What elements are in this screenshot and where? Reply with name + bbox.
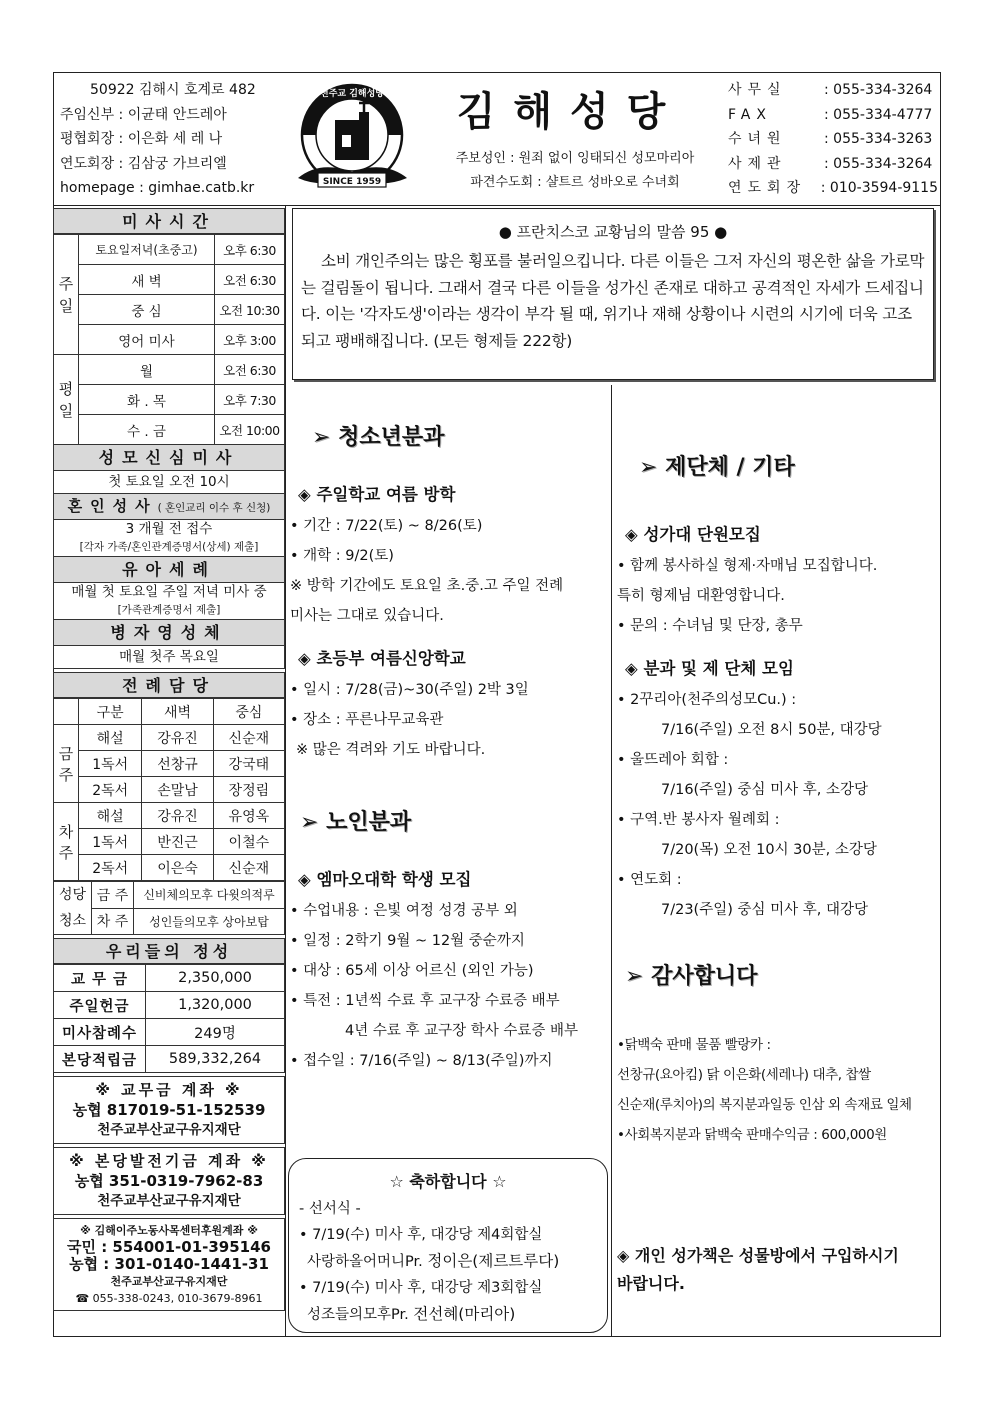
account-migrant-number-1: 국민 : 554001-01-395146 — [67, 1238, 271, 1256]
wedding-title-text: 혼인성사 — [67, 497, 158, 515]
thanks-section-title — [625, 959, 937, 990]
arrow-icon: ➢ — [300, 810, 327, 835]
congrats-line-1-text: 7/19(수) 미사 후, 대강당 제4회합실 — [312, 1227, 543, 1243]
wedding-info — [53, 520, 285, 557]
patron-info — [440, 147, 710, 195]
bullet-dot: • — [617, 812, 631, 828]
cleaning-week: 차 주 — [92, 908, 134, 935]
bullet-dot: • — [290, 712, 304, 728]
congrats-line-3 — [299, 1275, 597, 1301]
account-dues-owner: 천주교부산교구유지재단 — [97, 1122, 241, 1138]
bullet-dot: • — [290, 548, 304, 564]
account-migrant-owner: 천주교부산교구유지재단 — [110, 1275, 228, 1288]
account-migrant-phone — [54, 1290, 284, 1307]
emmaus-item — [290, 956, 608, 986]
choir-line-1 — [617, 551, 937, 581]
sidebar — [53, 208, 285, 1311]
mass-name: 화 . 목 — [79, 385, 215, 415]
mass-name: 새 벽 — [79, 265, 215, 295]
choir-line-1-text: 함께 봉사하실 형제·자매님 모집합니다. — [630, 558, 878, 574]
bullet-dot: • — [299, 1280, 313, 1296]
emmaus-item — [290, 896, 608, 926]
emmaus-item-text: 특전 : 1년씩 수료 후 교구장 수료증 배부 — [303, 993, 560, 1009]
bullet-dot: • — [290, 682, 304, 698]
contact-row — [728, 152, 938, 177]
cleaning-label: 성당 청소 — [54, 882, 92, 935]
bullet-dot: • — [617, 618, 631, 634]
alumni-head: 연도회장 : 김삼궁 가브리엘 — [60, 155, 227, 172]
cleaning-week: 금 주 — [92, 882, 134, 909]
logo-text: 천주교 김해성당 — [320, 89, 384, 99]
vacation-item — [290, 511, 608, 541]
congrats-title: ☆ 축하합니다 ☆ — [389, 1172, 507, 1191]
sick-communion-text: 매월 첫주 목요일 — [53, 646, 285, 669]
account-fund — [53, 1147, 285, 1215]
meeting-name — [617, 685, 937, 715]
faith-school-item-text: 장소 : 푸른나무교육관 — [303, 712, 444, 728]
senior-section-title — [300, 805, 608, 836]
duty-cell: 2독서 — [79, 855, 142, 881]
right-column — [617, 450, 937, 1298]
congrats-line-2-group: 사랑하올어머니Pr. — [307, 1254, 428, 1270]
meeting-name-text: 2꾸리아(천주의성모Cu.) : — [630, 692, 797, 708]
emmaus-item-text: 일정 : 2학기 9월 ~ 12월 중순까지 — [303, 933, 525, 949]
duty-cell: 신순재 — [213, 855, 284, 881]
phone-icon: ☎ — [75, 1292, 93, 1305]
faith-school-item-text: 일시 : 7/28(금)~30(주일) 2박 3일 — [303, 682, 529, 698]
mass-row — [54, 295, 285, 325]
emmaus-title — [298, 866, 608, 890]
meeting-detail: 7/20(목) 오전 10시 30분, 소강당 — [661, 842, 877, 858]
choir-line-2: 특히 형제님 대환영합니다. — [617, 588, 785, 604]
parish-logo — [290, 80, 415, 200]
mass-time: 오후 6:30 — [215, 235, 285, 265]
mass-row — [54, 355, 285, 385]
duty-header: 중심 — [213, 699, 284, 725]
emmaus-title-text: 엠마오대학 학생 모집 — [316, 870, 472, 889]
congrats-sub: - 선서식 - — [299, 1201, 361, 1217]
contact-list — [728, 78, 938, 201]
account-dues-title: ※ 교무금 계좌 ※ — [95, 1081, 243, 1099]
address: 50922 김해시 호계로 482 — [90, 82, 256, 98]
contact-row — [728, 127, 938, 152]
offering-row — [54, 1046, 285, 1073]
diamond-icon: ◈ — [298, 870, 317, 889]
thanks-line-1: •닭백숙 판매 물품 빨랑카 : — [617, 1037, 771, 1053]
meetings-list — [617, 685, 937, 925]
cleaning-team: 성인들의모후 상아보탑 — [134, 908, 285, 935]
duty-cell: 유영옥 — [213, 803, 284, 829]
council-head: 평협회장 : 이은화 세 레 나 — [60, 131, 223, 147]
infant-baptism-title: 유아세례 — [53, 557, 285, 583]
duty-cell: 강유진 — [142, 725, 213, 751]
vacation-item-text: 개학 : 9/2(토) — [303, 548, 394, 564]
bullet-dot: • — [617, 752, 631, 768]
duty-cell: 1독서 — [79, 829, 142, 855]
contact-value: : 055-334-3264 — [824, 155, 933, 172]
bullet-dot: • — [617, 558, 631, 574]
contact-label: 수녀원 — [728, 131, 787, 147]
mass-row — [54, 265, 285, 295]
faith-school-item — [290, 675, 608, 705]
infant-text: 매월 첫 토요일 주일 저녁 미사 중 — [71, 584, 267, 600]
emmaus-last-item — [290, 1046, 608, 1076]
contact-label: 사무실 — [728, 82, 787, 98]
duty-cell: 선창규 — [142, 751, 213, 777]
mass-row — [54, 235, 285, 265]
offering-row — [54, 992, 285, 1019]
diamond-icon: ◈ — [625, 525, 644, 544]
arrow-icon: ➢ — [312, 425, 339, 450]
offering-title: 우리들의 정성 — [53, 938, 285, 964]
account-migrant-number-2: 농협 : 301-0140-1441-31 — [69, 1255, 269, 1273]
offering-value: 249명 — [146, 1019, 285, 1046]
pope-quote-title — [301, 221, 925, 242]
bullet-dot: • — [290, 903, 304, 919]
cleaning-table — [53, 881, 285, 935]
marian-mass-text: 첫 토요일 오전 10시 — [53, 471, 285, 494]
duty-row — [54, 855, 285, 881]
emmaus-item-text: 대상 : 65세 이상 어르신 (외인 가능) — [303, 963, 534, 979]
contact-label: 연도회장 — [728, 180, 807, 196]
congrats-line-4-name: 전선혜(마리아) — [413, 1305, 516, 1323]
mass-row — [54, 325, 285, 355]
mass-name: 월 — [79, 355, 215, 385]
mass-name: 토요일저녁(초중고) — [79, 235, 215, 265]
cleaning-team: 신비체의모후 다윗의적루 — [134, 882, 285, 909]
account-dues-number: 농협 817019-51-152539 — [72, 1101, 266, 1119]
duty-cell: 이철수 — [213, 829, 284, 855]
patron-saint: 주보성인 : 원죄 없이 잉태되신 성모마리아 — [455, 151, 695, 166]
thanks-section-title-text: 감사합니다 — [651, 964, 758, 989]
emmaus-item — [290, 986, 608, 1016]
pope-quote-title-text: 프란치스코 교황님의 말씀 95 — [516, 223, 710, 241]
mass-time: 오전 6:30 — [215, 355, 285, 385]
meeting-name-text: 울뜨레아 회합 : — [630, 752, 729, 768]
summer-vacation-note-1: ※ 방학 기간에도 토요일 초.중.고 주일 전례 — [290, 578, 564, 594]
vacation-item-text: 기간 : 7/22(토) ~ 8/26(토) — [303, 518, 483, 534]
choir-line-3-text: 문의 : 수녀님 및 단장, 총무 — [630, 618, 803, 634]
bullet-dot: • — [617, 692, 631, 708]
wedding-title — [53, 494, 285, 520]
offering-label: 미사참례수 — [54, 1019, 146, 1046]
bullet-dot: • — [299, 1227, 313, 1243]
parish-info — [60, 78, 285, 201]
mass-times-table — [53, 234, 285, 445]
bullet-dot: • — [617, 872, 631, 888]
offering-label: 주일헌금 — [54, 992, 146, 1019]
mass-time: 오전 10:30 — [215, 295, 285, 325]
account-dues — [53, 1076, 285, 1144]
duty-cell: 해설 — [79, 725, 142, 751]
thanks-line-4: •사회복지분과 닭백숙 판매수익금 : 600,000원 — [617, 1127, 887, 1143]
account-fund-number: 농협 351-0319-7962-83 — [74, 1172, 264, 1190]
offering-table — [53, 964, 285, 1073]
duty-row — [54, 829, 285, 855]
congratulations-box — [288, 1158, 608, 1333]
duty-cell: 손말남 — [142, 777, 213, 803]
account-fund-owner: 천주교부산교구유지재단 — [97, 1193, 241, 1209]
duty-cell: 강국태 — [213, 751, 284, 777]
thanks-line-3: 신순재(루치아)의 복지분과일동 인삼 외 속재료 일체 — [617, 1097, 912, 1113]
bullet-icon: ● — [709, 223, 728, 241]
duty-week-label: 차 주 — [54, 803, 79, 881]
cleaning-row — [54, 882, 285, 909]
emmaus-item-text: 수업내용 : 은빛 여정 성경 공부 외 — [303, 903, 518, 919]
mass-row — [54, 385, 285, 415]
choir-title — [625, 521, 937, 545]
contact-value: : 055-334-4777 — [824, 106, 933, 123]
mass-time: 오전 6:30 — [215, 265, 285, 295]
duty-cell: 반진근 — [142, 829, 213, 855]
bullet-dot: • — [290, 993, 304, 1009]
homepage[interactable]: homepage : gimhae.catb.kr — [60, 180, 255, 196]
summer-vacation-note-2: 미사는 그대로 있습니다. — [290, 608, 444, 624]
emmaus-last-text: 접수일 : 7/16(주일) ~ 8/13(주일)까지 — [303, 1053, 553, 1069]
religious-order: 파견수도회 : 샬트르 성바오로 수녀회 — [470, 175, 680, 190]
bullet-icon: ● — [498, 223, 517, 241]
faith-school-title — [298, 645, 608, 669]
duty-cell: 이은숙 — [142, 855, 213, 881]
thanks-list — [617, 1030, 937, 1150]
sick-communion-title: 병자영성체 — [53, 620, 285, 646]
choir-title-text: 성가대 단원모집 — [643, 525, 761, 544]
contact-row — [728, 78, 938, 103]
vacation-item — [290, 541, 608, 571]
offering-value: 2,350,000 — [146, 965, 285, 992]
bullet-dot: • — [290, 963, 304, 979]
bullet-dot: • — [290, 933, 304, 949]
meeting-name — [617, 865, 937, 895]
duty-header-row — [54, 699, 285, 725]
summer-vacation-title — [298, 481, 608, 505]
mass-name: 수 . 금 — [79, 415, 215, 445]
meeting-name — [617, 745, 937, 775]
youth-section-title — [312, 420, 608, 451]
offering-value: 1,320,000 — [146, 992, 285, 1019]
mass-group-label: 평 일 — [54, 355, 79, 445]
duty-cell: 2독서 — [79, 777, 142, 803]
contact-row — [728, 176, 938, 201]
account-migrant-phone-text: 055-338-0243, 010-3679-8961 — [92, 1292, 263, 1305]
hymnbook-notice — [617, 1242, 937, 1298]
contact-label: FAX — [728, 106, 772, 123]
emmaus-list — [290, 896, 608, 1016]
congrats-line-1 — [299, 1222, 597, 1248]
meeting-detail: 7/16(주일) 오전 8시 50분, 대강당 — [661, 722, 882, 738]
duty-cell: 신순재 — [213, 725, 284, 751]
diamond-icon: ◈ — [298, 649, 317, 668]
meetings-title-text: 분과 및 제 단체 모임 — [643, 659, 794, 678]
duty-header: 새벽 — [142, 699, 213, 725]
faith-school-note: ※ 많은 격려와 기도 바랍니다. — [296, 742, 486, 758]
account-migrant — [53, 1218, 285, 1311]
column-divider-left — [285, 206, 286, 1336]
duty-week-label: 금 주 — [54, 725, 79, 803]
bullet-dot: • — [290, 518, 304, 534]
hymnbook-notice-2: 바랍니다. — [617, 1274, 685, 1293]
duty-cell: 장정림 — [213, 777, 284, 803]
congrats-line-3-text: 7/19(수) 미사 후, 대강당 제3회합실 — [312, 1280, 543, 1296]
duty-row — [54, 777, 285, 803]
mass-group-label: 주 일 — [54, 235, 79, 355]
mass-time: 오후 7:30 — [215, 385, 285, 415]
summer-vacation-title-text: 주일학교 여름 방학 — [316, 485, 456, 504]
diamond-icon: ◈ — [625, 659, 644, 678]
mass-times-title: 미사시간 — [53, 208, 285, 234]
duty-row — [54, 751, 285, 777]
offering-row — [54, 965, 285, 992]
groups-section-title-text: 제단체 / 기타 — [665, 455, 795, 480]
pastor: 주임신부 : 이균태 안드레아 — [60, 106, 227, 123]
congrats-line-2 — [299, 1248, 597, 1275]
contact-label: 사제관 — [728, 155, 787, 172]
account-migrant-title: ※ 김해이주노동사목센터후원계좌 ※ — [80, 1224, 258, 1237]
meeting-name-text: 구역.반 봉사자 월례회 : — [630, 812, 780, 828]
duty-row — [54, 725, 285, 751]
choir-line-3 — [617, 611, 937, 641]
faith-school-item — [290, 705, 608, 735]
youth-section-title-text: 청소년분과 — [338, 425, 445, 450]
liturgy-duty-title: 전례담당 — [53, 672, 285, 698]
contact-value: : 010-3594-9115 — [820, 180, 938, 196]
duty-header: 구분 — [79, 699, 142, 725]
meeting-detail: 7/23(주일) 중심 미사 후, 대강당 — [661, 902, 868, 918]
header-divider — [53, 205, 941, 206]
summer-vacation-list — [290, 511, 608, 571]
mass-time: 오전 10:00 — [215, 415, 285, 445]
faith-school-title-text: 초등부 여름신앙학교 — [316, 649, 466, 668]
arrow-icon: ➢ — [625, 964, 652, 989]
diamond-icon: ◈ — [298, 485, 317, 504]
duty-cell: 1독서 — [79, 751, 142, 777]
wedding-note: ( 혼인교리 이수 후 신청) — [157, 502, 271, 514]
meeting-name — [617, 805, 937, 835]
hymnbook-notice-1: ◈ 개인 성가책은 성물방에서 구입하시기 — [617, 1246, 899, 1265]
offering-value: 589,332,264 — [146, 1046, 285, 1073]
pope-quote-body: 소비 개인주의는 많은 횡포를 불러일으킵니다. 다른 이들은 그저 자신의 평온한 삶을 가로막는 걸림돌이 됩니다. 그래서 결국 다른 이들을 성가신 존재로 대하고 공격적인 자세가 드세집니다. 이는 '각자도생'이라는 생각이 부각 될 때, 위기나 재해 상황이나 시련의 시기에 더욱 고조되고 팽배해집니다. (모든 형제들 222항) — [301, 252, 925, 350]
thanks-line-2: 선창규(요아킴) 닭 이은화(세레나) 대추, 찹쌀 — [617, 1067, 871, 1083]
infant-info — [53, 583, 285, 620]
wedding-docs: [각자 가족/혼인관계증명서(상세) 제출] — [79, 541, 259, 553]
bullet-dot: • — [290, 1053, 304, 1069]
duty-cell: 해설 — [79, 803, 142, 829]
arrow-icon: ➢ — [639, 455, 666, 480]
faith-school-list — [290, 675, 608, 735]
contact-value: : 055-334-3264 — [824, 82, 933, 98]
offering-row — [54, 1019, 285, 1046]
duty-cell: 강유진 — [142, 803, 213, 829]
liturgy-duty-table — [53, 698, 285, 881]
congrats-line-2-name: 정이은(제르트루다) — [427, 1252, 560, 1270]
pope-quote-box — [292, 208, 934, 380]
congrats-line-4-group: 성조들의모후Pr. — [307, 1307, 414, 1323]
marian-mass-title: 성모신심미사 — [53, 445, 285, 471]
page-title: 김해성당 — [456, 89, 684, 135]
mass-name: 영어 미사 — [79, 325, 215, 355]
senior-section-title-text: 노인분과 — [326, 810, 412, 835]
logo-since: SINCE 1959 — [322, 177, 382, 187]
emmaus-cont: 4년 수료 후 교구장 학사 수료증 배부 — [345, 1023, 578, 1039]
offering-label: 교 무 금 — [54, 965, 146, 992]
infant-docs: [가족관계증명서 제출] — [117, 604, 221, 616]
duty-row — [54, 803, 285, 829]
middle-column — [290, 420, 608, 1076]
meeting-name-text: 연도회 : — [630, 872, 682, 888]
congrats-line-4 — [299, 1301, 597, 1328]
account-fund-title: ※ 본당발전기금 계좌 ※ — [69, 1152, 269, 1170]
meeting-detail: 7/16(주일) 중심 미사 후, 소강당 — [661, 782, 868, 798]
mass-time: 오후 3:00 — [215, 325, 285, 355]
mass-name: 중 심 — [79, 295, 215, 325]
contact-value: : 055-334-3263 — [824, 131, 933, 147]
column-divider-right — [611, 385, 612, 1336]
duty-corner — [54, 699, 79, 725]
contact-row — [728, 103, 938, 128]
groups-section-title — [639, 450, 937, 481]
meetings-title — [625, 655, 937, 679]
wedding-text: 3 개월 전 접수 — [125, 521, 213, 537]
mass-row — [54, 415, 285, 445]
emmaus-item — [290, 926, 608, 956]
offering-label: 본당적립금 — [54, 1046, 146, 1073]
